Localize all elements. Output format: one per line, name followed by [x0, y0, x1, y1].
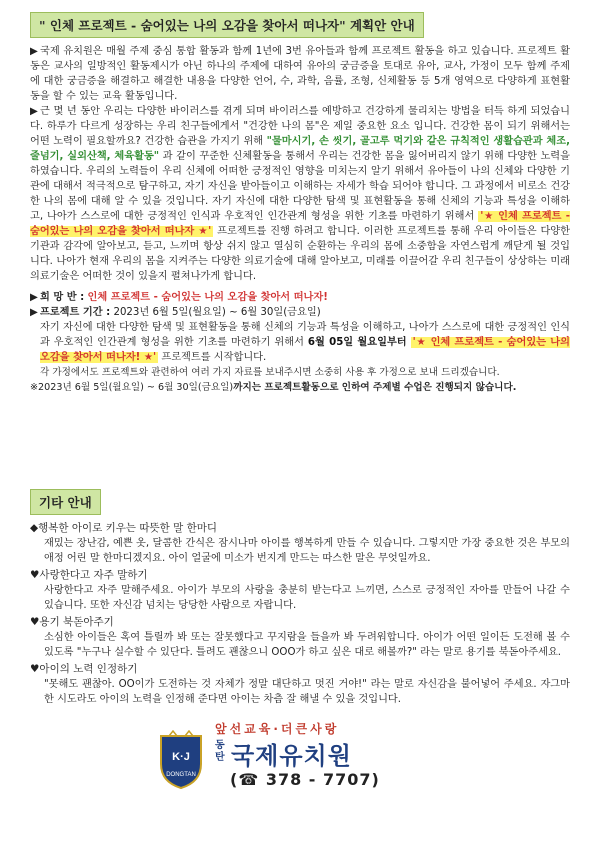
project-info-block [30, 290, 570, 395]
svg-text:K·J: K·J [172, 751, 190, 763]
project-highlight: '★ 인체 프로젝트 - 숨어있는 나의 오감을 찾아서 떠나자 ★' [30, 211, 570, 237]
arrow-bullet-icon: ▶ [30, 307, 38, 318]
school-footer [155, 718, 445, 798]
tip-item [30, 661, 570, 707]
tip-body: 재밌는 장난감, 예쁜 옷, 달콤한 간식은 잠시나마 아이를 행복하게 만들 수 있습니다. 그렇지만 가장 중요한 것은 부모의 애정 어린 말 한마디겠지요. 아이 얼굴에 미소가 번지게 만드는 따스한 말은 무엇일까요. [44, 538, 570, 564]
tip-item [30, 520, 570, 566]
healthy-habits-text: "물마시기, 손 씻기, 골고루 먹기와 같은 규칙적인 생활습관과 체조, 줄넘기, 실외산책, 체육활동" [30, 136, 570, 162]
tip-item [30, 614, 570, 660]
tip-body: "못해도 괜찮아. OO이가 도전하는 것 자체가 정말 대단하고 멋진 거야!" 라는 말로 자신감을 불어넣어 주세요. 자그마한 시도라도 아이의 노력을 인정해 준다면 아이는 차츰 잘 해낼 수 있을 것입니다. [44, 679, 570, 705]
period-description: 자기 자신에 대한 다양한 탐색 및 표현활동을 통해 신체의 기능과 특성을 이해하고, 나아가 스스로에 대한 긍정적인 인식과 우호적인 인간관계 형성을 위한 기초를 마련하기 위해서 6월 05일 월요일부터 '★ 인체 프로젝트 - 숨어있는 나의 오감을 찾아서 떠나자! ★' 프로젝트를 시작합니다. [40, 322, 570, 363]
heart-bullet-icon: ♥ [30, 569, 40, 581]
newsletter-page [30, 12, 570, 395]
tip-heading: 행복한 아이로 키우는 따뜻한 말 한마디 [38, 522, 218, 534]
school-name: 국제유치원 [231, 742, 352, 770]
start-date-text: 6월 05일 월요일부터 [307, 337, 407, 348]
title-quote-open: " [39, 18, 46, 33]
school-phone: (☎ 378 - 7707) [230, 770, 380, 789]
diamond-bullet-icon: ◆ [30, 522, 39, 534]
period-line: ▶ 프로젝트 기간 : 2023년 6월 5일(월요일) ~ 6월 30일(금요일) [30, 307, 321, 318]
period-dates: 2023년 6월 5일(월요일) ~ 6월 30일(금요일) [113, 307, 321, 318]
intro-paragraph-1: ▶ 국제 유치원은 매월 주제 중심 통합 활동과 함께 1년에 3번 유아들과 함께 프로젝트 활동을 하고 있습니다. 프로젝트 활동은 교사의 일방적인 활동제시가 아닌 하나의 주제에 대하여 유아의 궁금증을 토대로 유아, 교사, 가정이 모두 함께 주제에 대한 궁금증을 해결하고 해결한 내용을 다양한 언어, 수, 과학, 음률, 조형, 신체활동 등 5개 영역으로 다양하게 표현활동을 할 수 있는 교육 활동입니다. [30, 46, 570, 102]
heart-bullet-icon: ♥ [30, 616, 40, 628]
classroom-line: ▶ 희 망 반 : 인체 프로젝트 - 숨어있는 나의 오감을 찾아서 떠나자! [30, 292, 328, 303]
arrow-bullet-icon: ▶ [30, 106, 38, 117]
svg-text:DONGTAN: DONGTAN [166, 772, 196, 778]
intro-block [30, 44, 570, 284]
tip-body: 소심한 아이들은 혹여 틀릴까 봐 또는 잘못했다고 꾸지람을 들을까 봐 두려워합니다. 아이가 어떤 일이든 도전해 볼 수 있도록 "누구나 실수할 수 있단다. 틀려도 괜찮으니 OOO가 하고 싶은 대로 해볼까?" 라는 말로 용기를 북돋아주세요. [44, 632, 570, 658]
section1-title [30, 12, 424, 38]
schedule-remark: ※2023년 6월 5일(월요일) ~ 6월 30일(금요일)까지는 프로젝트활동으로 인하여 주제별 수업은 진행되지 않습니다. [30, 382, 517, 393]
title-suffix: 계획안 안내 [349, 18, 415, 33]
arrow-bullet-icon: ▶ [30, 292, 38, 303]
tip-heading: 용기 북돋아주기 [39, 616, 114, 628]
school-slogan: 앞선교육·더큰사랑 [215, 722, 340, 736]
project-highlight-2: '★ 인체 프로젝트 - 숨어있는 나의 오감을 찾아서 떠나자! ★' [40, 337, 570, 363]
section2-title: 기타 안내 [30, 489, 101, 515]
school-crest-logo [155, 730, 207, 792]
classroom-project-name: 인체 프로젝트 - 숨어있는 나의 오감을 찾아서 떠나자! [87, 292, 328, 303]
dongtan-label: 동탄 [215, 740, 225, 763]
tip-item [30, 567, 570, 613]
title-quote-close: " [339, 18, 346, 33]
title-project-name: 인체 프로젝트 - 숨어있는 나의 오감을 찾아서 떠나자 [49, 18, 340, 33]
arrow-bullet-icon: ▶ [30, 46, 38, 57]
other-info-section [30, 489, 570, 707]
tip-body: 사랑한다고 자주 말해주세요. 아이가 부모의 사랑을 충분히 받는다고 느끼면, 스스로 긍정적인 자아를 만들어 나갈 수 있습니다. 또한 자신감 넘치는 당당한 사람으로 자랍니다. [44, 585, 570, 611]
heart-bullet-icon: ♥ [30, 663, 40, 675]
tip-heading: 사랑한다고 자주 말하기 [39, 569, 148, 581]
tips-list [30, 520, 570, 707]
tip-heading: 아이의 노력 인정하기 [39, 663, 138, 675]
intro-paragraph-2: ▶ 근 몇 년 동안 우리는 다양한 바이러스를 겪게 되며 바이러스를 예방하고 건강하게 물리치는 방법을 터득 하게 되었습니다. 하루가 다르게 성장하는 우리 친구들에게서 "건강한 나의 몸"은 제일 중요한 요소 입니다. 건강한 몸이 되기 위해서는 어떤 노력이 필요할까요? 건강한 습관을 가지기 위해 "물마시기, 손 씻기, 골고루 먹기와 같은 규칙적인 생활습관과 체조, 줄넘기, 실외산책, 체육활동" 과 같이 꾸준한 신체활동을 통해서 우리는 건강한 몸을 잃어버리지 않기 위해 다양한 노력을 하였습니다. 우리의 노력들이 우리 신체에 어떠한 긍정적인 영향을 미치는지 알기 위해서 유아들이 나의 신체와 다양한 기관에 대해서 적극적으로 탐구하고, 자기 자신을 받아들이고 이해하는 자세가 학습 되어야 합니다. 그 과정에서 비로소 건강한 나의 몸에 대해 알 수 있을 것입니다. 자기 자신에 대한 다양한 탐색 및 표현활동을 통해 신체의 기능과 특성을 이해하고, 나아가 스스로에 대한 긍정적인 인식과 우호적인 인간관계 형성을 위한 기초를 마련하기 위해서 '★ 인체 프로젝트 - 숨어있는 나의 오감을 찾아서 떠나자 ★' 프로젝트를 진행 하려고 합니다. 이러한 프로젝트를 통해 우리 아이들은 다양한 기관과 감각에 알아보고, 듣고, 느끼며 항상 쉬지 않고 열심히 순환하는 우리의 몸에 소중함을 자연스럽게 깨닫게 될 것입니다. 나아가 현재 우리의 몸을 지켜주는 다양한 의료기술에 대해 알아보고, 미래를 이끌어갈 우리 친구들이 상상하는 미래 의료기술은 어떠한 것이 있을지 펼쳐나가게 합니다. [30, 106, 570, 282]
home-materials-note: 각 가정에서도 프로젝트와 관련하여 여러 가지 자료를 보내주시면 소중히 사용 후 가정으로 보내 드리겠습니다. [40, 367, 500, 378]
